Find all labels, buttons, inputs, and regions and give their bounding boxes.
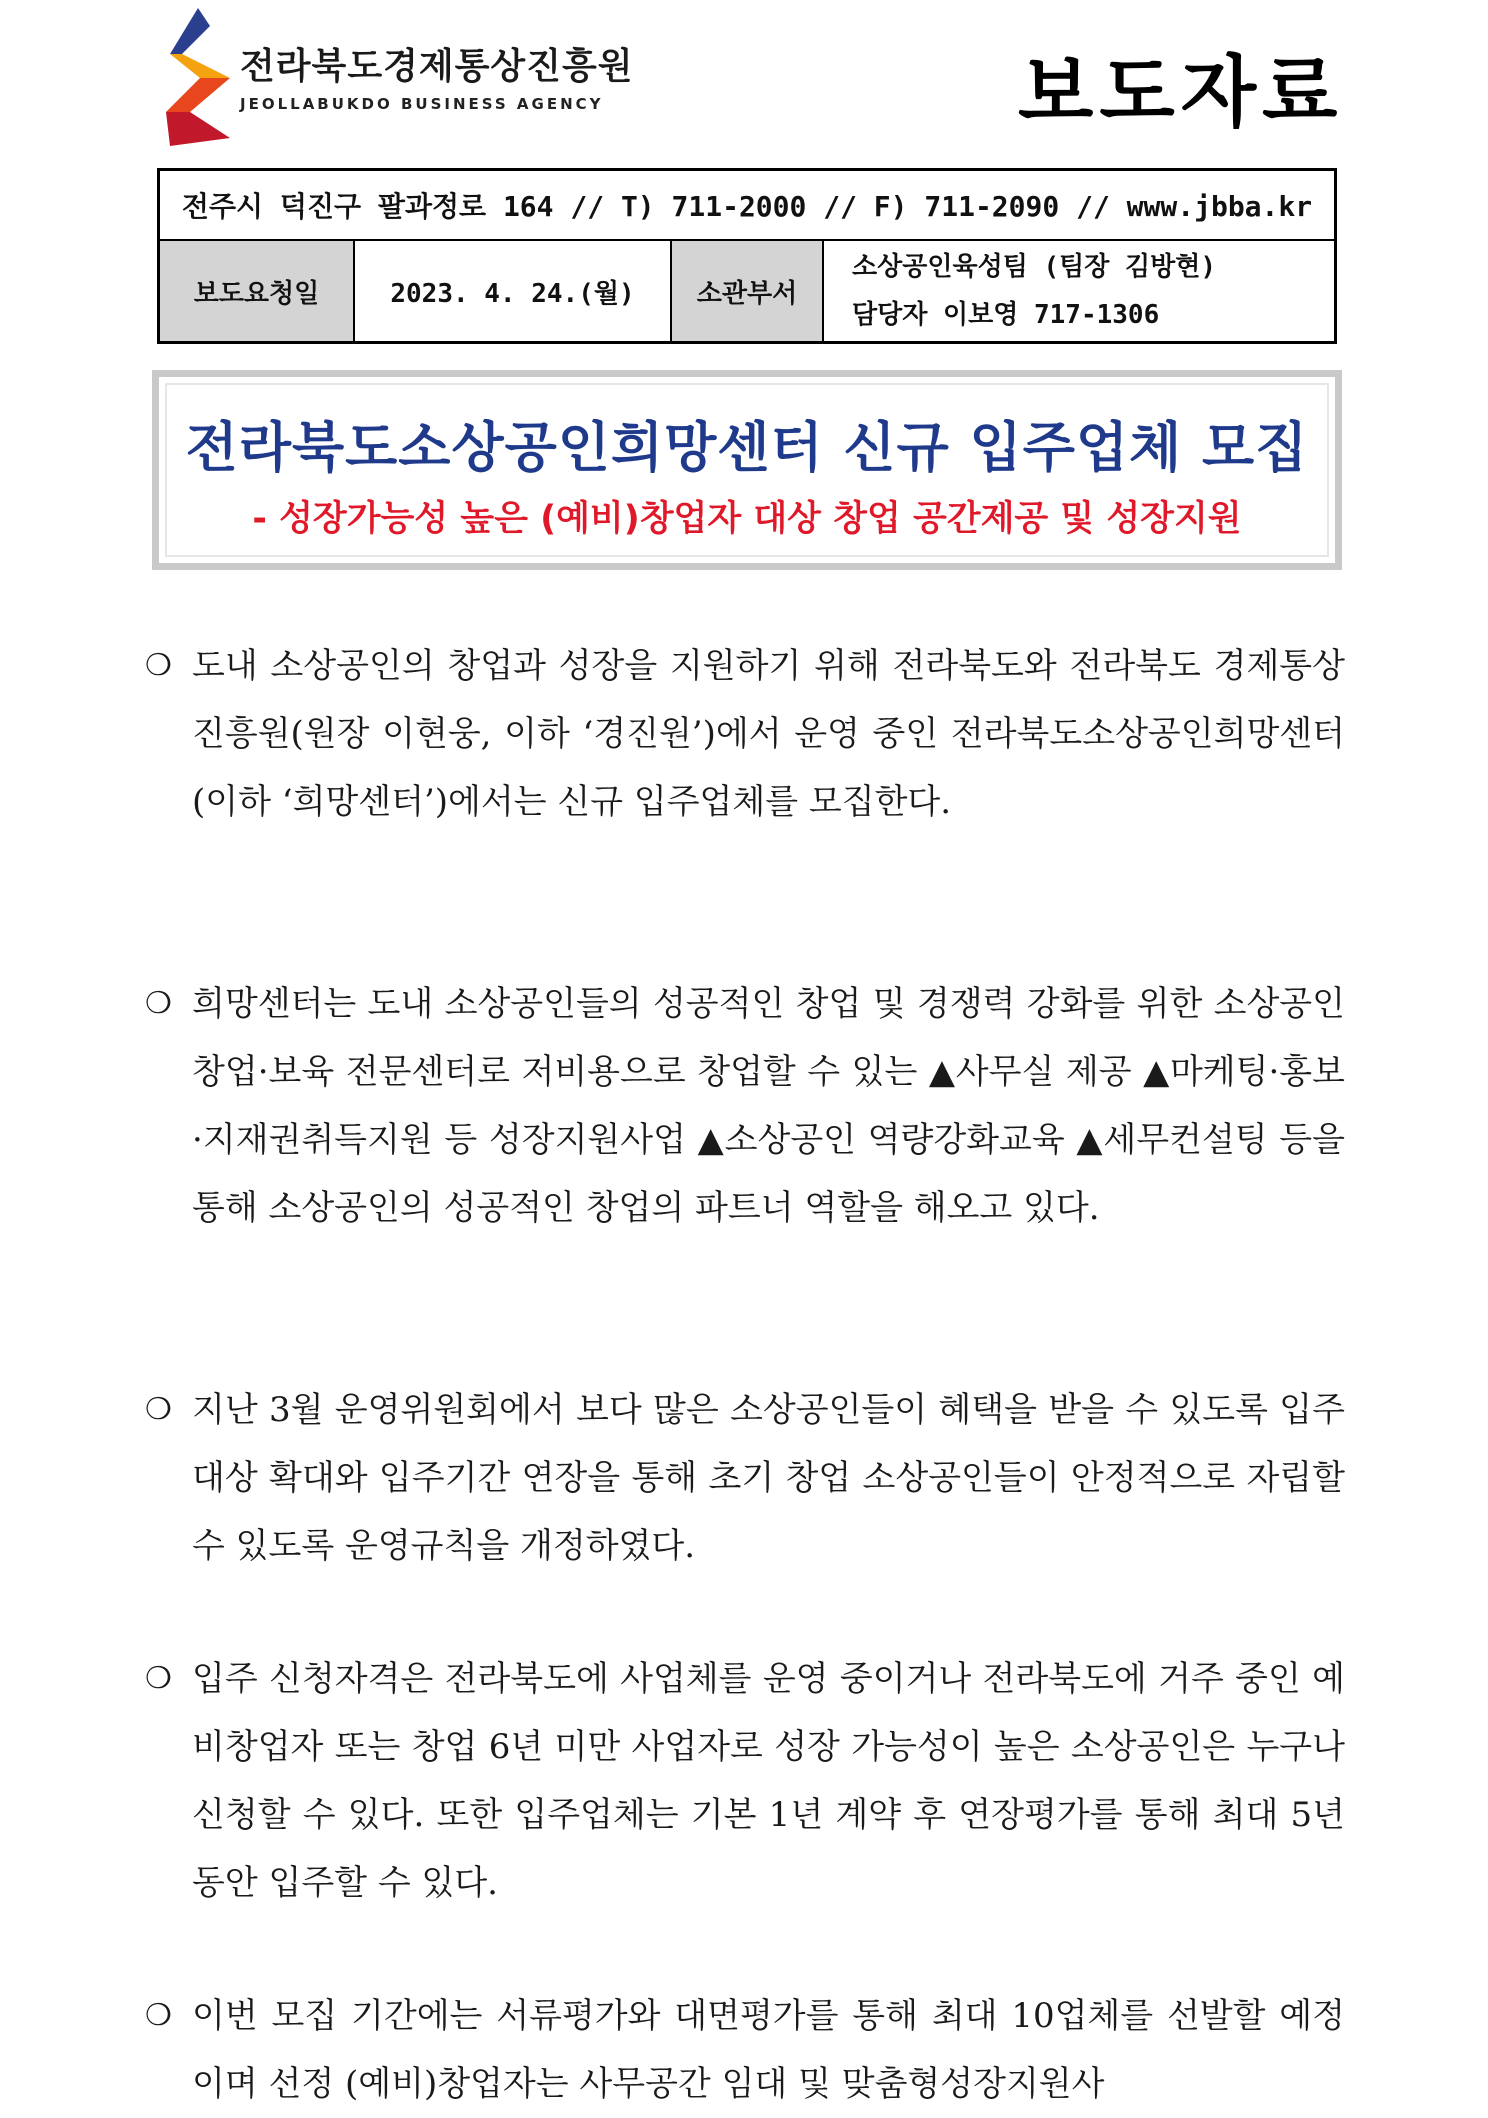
contact-line-row [160,171,1334,241]
document-header [0,0,1488,160]
headline-box [152,370,1342,570]
agency-logo [160,8,634,148]
request-date-label: 보도요청일 [160,241,355,341]
department-info [824,241,1334,341]
department-label: 소관부서 [672,241,824,341]
body-paragraph-5 [145,1982,1345,2118]
paragraph-text: 희망센터는 도내 소상공인들의 성공적인 창업 및 경쟁력 강화를 위한 소상공인 창업·보육 전문센터로 저비용으로 창업할 수 있는 ▲사무실 제공 ▲마케팅·홍보·지재권취득지원 등 성장지원사업 ▲소상공인 역량강화교육 ▲세무컨설팅 등을 통해 소상공인의 성공적인 창업의 파트너 역할을 해오고 있다. [192,984,1345,1228]
paragraph-text: 지난 3월 운영위원회에서 보다 많은 소상공인들이 혜택을 받을 수 있도록 입주대상 확대와 입주기간 연장을 통해 초기 창업 소상공인들이 안정적으로 자립할 수 있도록 운영규칙을 개정하였다. [192,1390,1345,1566]
org-name-ko: 전라북도경제통상진흥원 [240,46,634,87]
circle-bullet-icon: ❍ [145,648,172,683]
department-team: 소상공인육성팀 (팀장 김방현) [852,252,1217,282]
request-date-value: 2023. 4. 24.(월) [355,241,672,341]
department-contact: 담당자 이보영 717-1306 [852,300,1160,330]
body-paragraph-3 [145,1376,1345,1580]
contact-info-table [157,168,1337,344]
paragraph-text: 입주 신청자격은 전라북도에 사업체를 운영 중이거나 전라북도에 거주 중인 예비창업자 또는 창업 6년 미만 사업자로 성장 가능성이 높은 소상공인은 누구나 신청할 수 있다. 또한 입주업체는 기본 1년 계약 후 연장평가를 통해 최대 5년 동안 입주할 수 있다. [192,1659,1345,1903]
circle-bullet-icon: ❍ [145,1998,172,2033]
logo-mark-icon [160,8,235,148]
body-paragraph-4 [145,1645,1345,1917]
page-subtitle: - 성장가능성 높은 (예비)창업자 대상 창업 공간제공 및 성장지원 [252,499,1242,539]
circle-bullet-icon: ❍ [145,1392,172,1427]
circle-bullet-icon: ❍ [145,986,172,1021]
page-title: 전라북도소상공인희망센터 신규 입주업체 모집 [185,416,1309,479]
org-name-en: JEOLLABUKDO BUSINESS AGENCY [240,95,604,113]
paragraph-text: 도내 소상공인의 창업과 성장을 지원하기 위해 전라북도와 전라북도 경제통상진흥원(원장 이현웅, 이하 ‘경진원’)에서 운영 중인 전라북도소상공인희망센터(이하 ‘희망센터’)에서는 신규 입주업체를 모집한다. [192,646,1345,822]
body-paragraph-1 [145,632,1345,836]
press-release-label: 보도자료 [1018,48,1344,138]
body-paragraph-2 [145,970,1345,1242]
circle-bullet-icon: ❍ [145,1661,172,1696]
contact-line: 전주시 덕진구 팔과정로 164 // T) 711-2000 // F) 711-2090 // www.jbba.kr [181,190,1313,223]
paragraph-text: 이번 모집 기간에는 서류평가와 대면평가를 통해 최대 10업체를 선발할 예정이며 선정 (예비)창업자는 사무공간 임대 및 맞춤형성장지원사 [192,1996,1345,2104]
